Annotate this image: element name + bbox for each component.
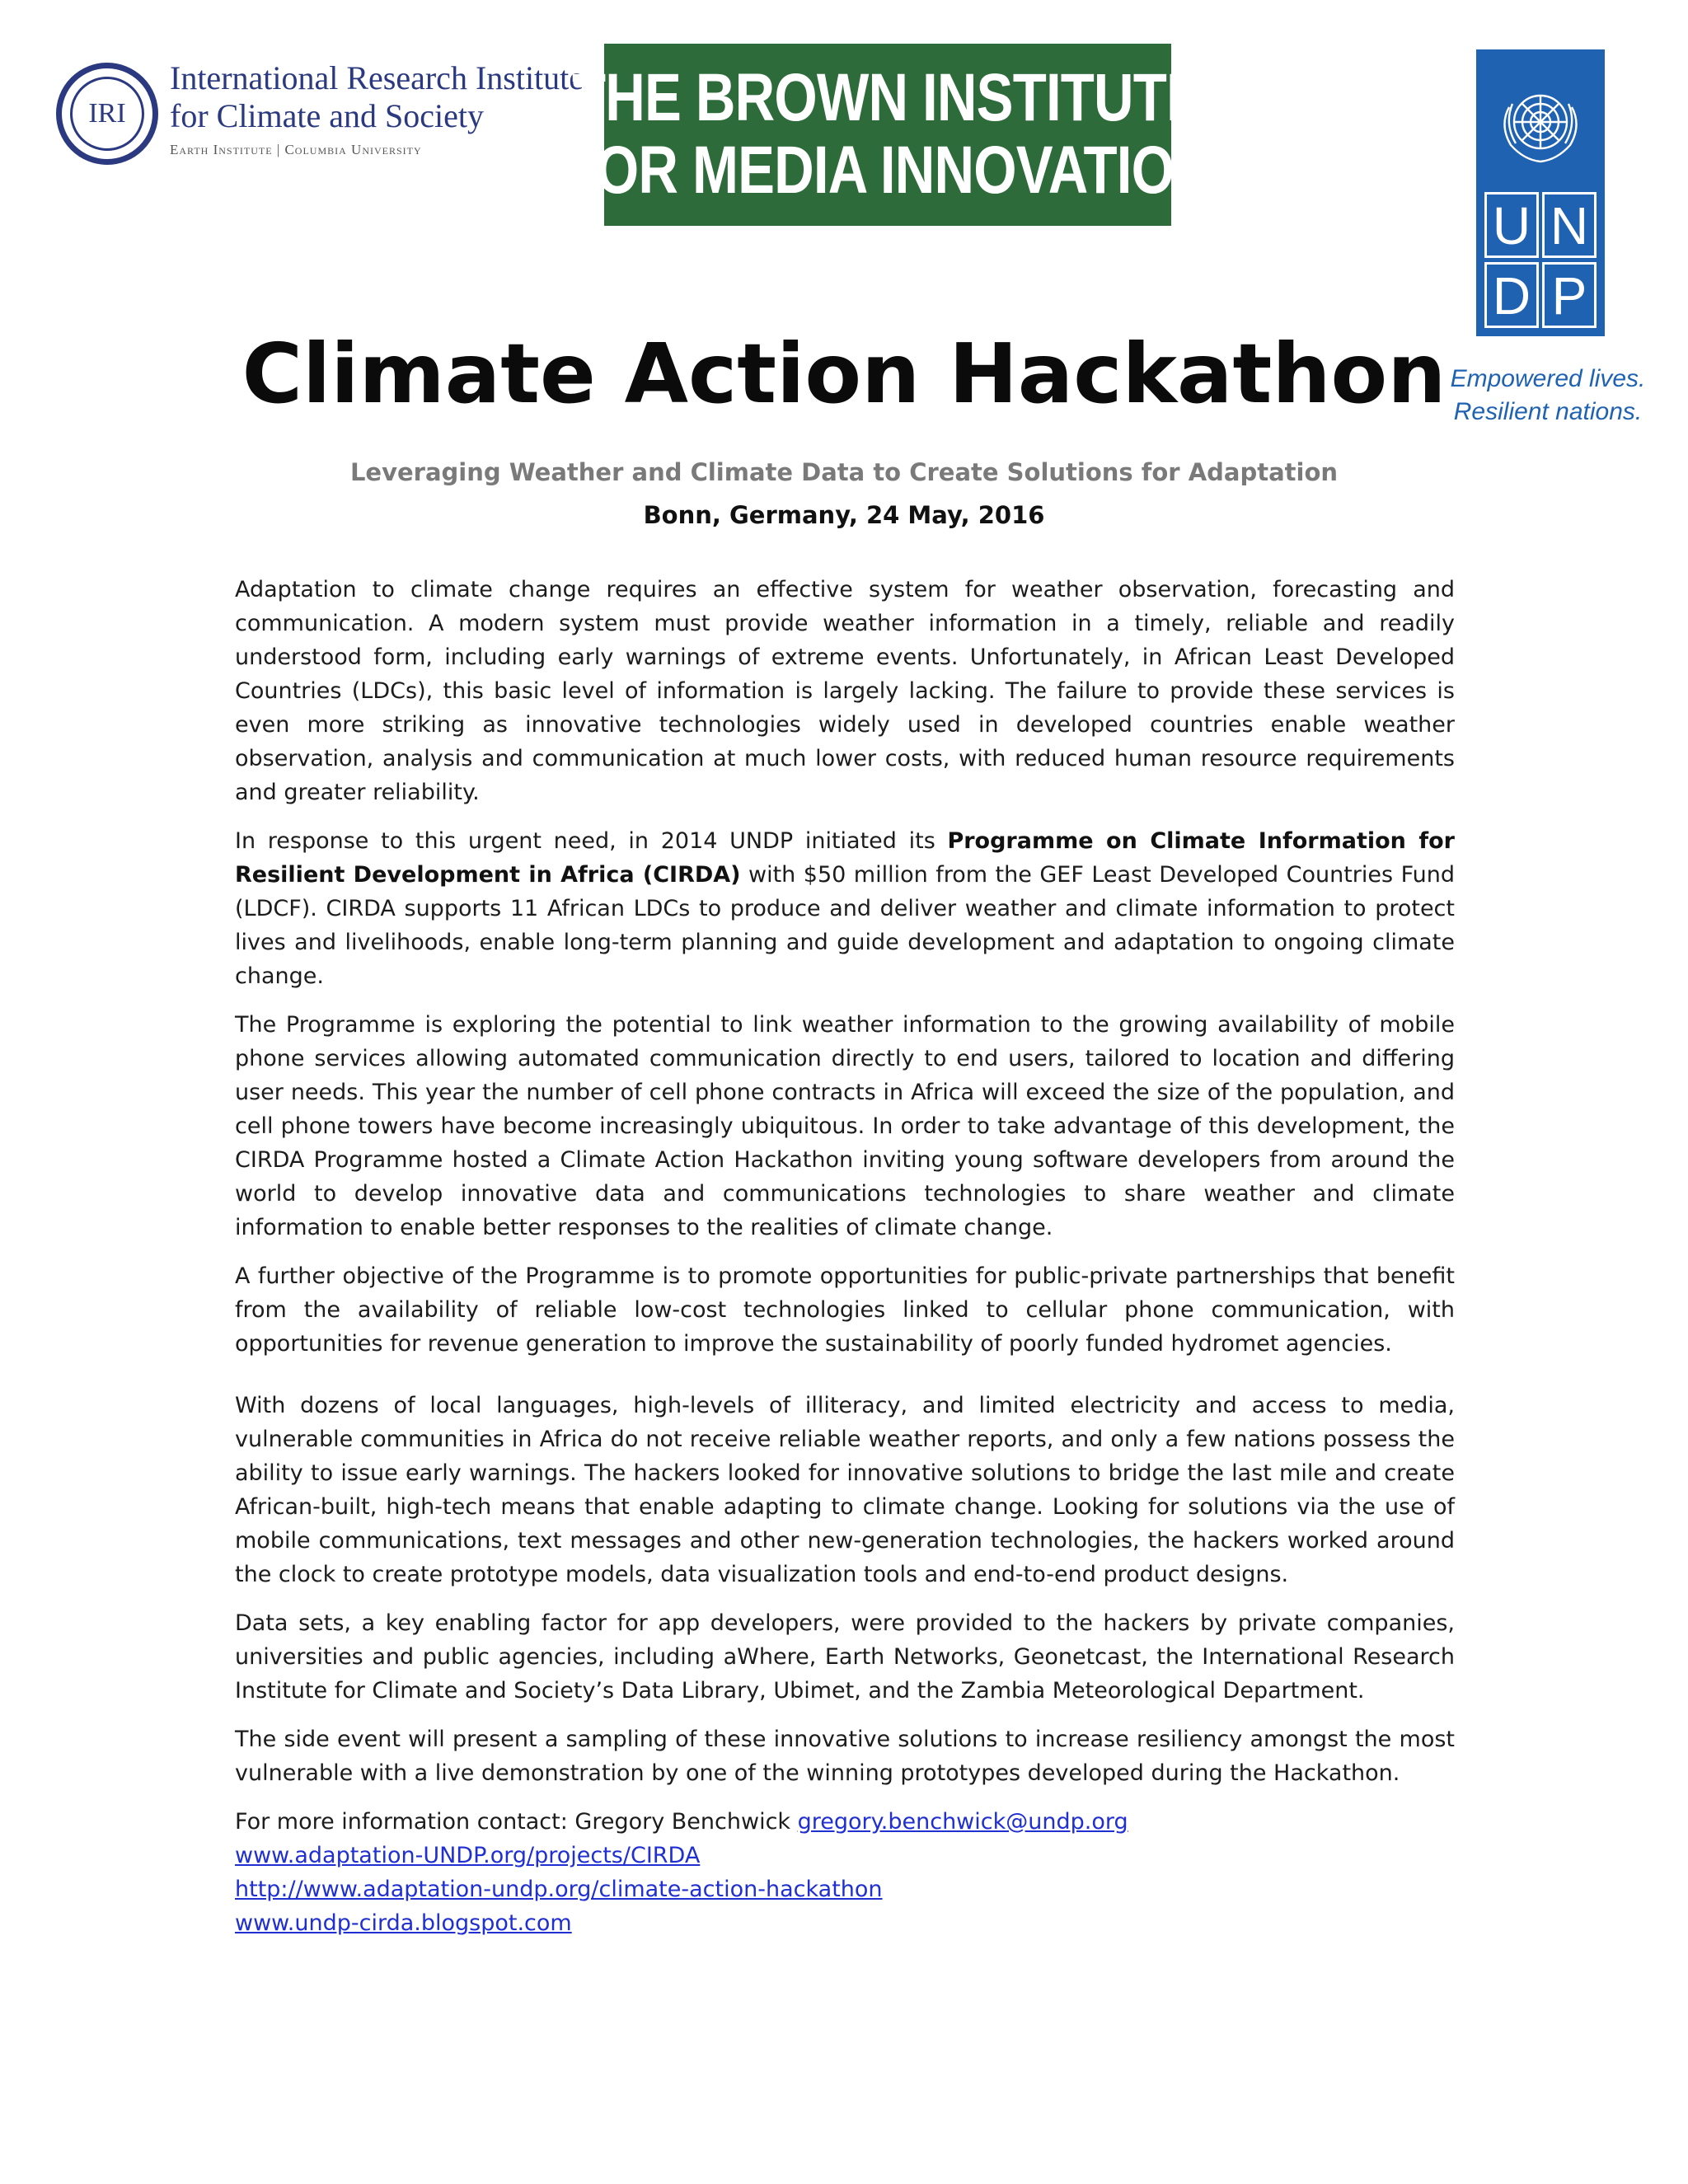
hackathon-page-link[interactable]: http://www.adaptation-undp.org/climate-action-hackathon <box>235 1877 883 1902</box>
paragraph-cirda-end: with $50 million from the GEF Least Developed Countries Fund (LDCF). CIRDA supports 11 African LDCs to produce and deliver weather and climate information to protect lives and livelihoods, enable long-term planning and guide development and adaptation to ongoing climate change. <box>235 862 1455 989</box>
programme-name: Programme on Climate Information for Resilient Development in Africa (CIRDA) <box>235 828 1455 888</box>
brown-institute-logo <box>562 44 1213 226</box>
paragraph-intro: Adaptation to climate change requires an effective system for weather observation, forecasting and communication. A modern system must provide weather information in a timely, reliable and readily understood form, including early warnings of extreme events. Unfortunately, in African Least Developed Countries (LDCs), this basic level of information is largely lacking. The failure to provide these services is even more striking as innovative technologies widely used in developed countries enable weather observation, analysis and communication at much lower costs, with reduced human resource requirements and greater reliability. <box>235 577 1455 805</box>
contact-label: For more information contact: Gregory Benchwick <box>235 1809 798 1835</box>
contact-block <box>235 1805 1455 1940</box>
page-title: Climate Action Hackathon <box>241 326 1447 422</box>
undp-tagline-line1: Empowered lives. <box>1450 365 1646 392</box>
paragraph-datasets: Data sets, a key enabling factor for app developers, were provided to the hackers by private companies, universities and public agencies, including aWhere, Earth Networks, Geonetcast, the International Research Institute for Climate and Society’s Data Library, Ubimet, and the Zambia Meteorological Department. <box>235 1610 1455 1704</box>
event-dateline: Bonn, Germany, 24 May, 2016 <box>643 501 1045 529</box>
iri-mark: IRI <box>70 77 144 151</box>
paragraph-side-event: The side event will present a sampling of these innovative solutions to increase resiliency amongst the most vulnerable with a live demonstration by one of the winning prototypes developed during the Hackathon. <box>235 1727 1455 1786</box>
contact-line <box>235 1805 1455 1839</box>
undp-letter-d: D <box>1484 262 1539 328</box>
paragraph-communities: With dozens of local languages, high-levels of illiteracy, and limited electricity and access to media, vulnerable communities in Africa do not receive reliable weather reports, and only a few nations possess the ability to issue early warnings. The hackers looked for innovative solutions to bridge the last mile and create African-built, high-tech means that enable adapting to climate change. Looking for solutions via the use of mobile communications, text messages and other new-generation technologies, the hackers worked around the clock to create prototype models, data visualization tools and end-to-end product designs. <box>235 1393 1455 1587</box>
cirda-blog-link[interactable]: www.undp-cirda.blogspot.com <box>235 1910 572 1936</box>
document-body <box>235 573 1455 1940</box>
paragraph-partnerships: A further objective of the Programme is to promote opportunities for public-private partnerships that benefit from the availability of reliable low-cost technologies linked to cellular phone communication, with opportunities for revenue generation to improve the sustainability of poorly funded hydromet agencies. <box>235 1263 1455 1357</box>
undp-logo <box>1476 49 1605 336</box>
contact-email-link[interactable]: gregory.benchwick@undp.org <box>797 1809 1128 1835</box>
paragraph-mobile: The Programme is exploring the potential to link weather information to the growing availability of mobile phone services allowing automated communication directly to end users, tailored to location and differing user needs. This year the number of cell phone contracts in Africa will exceed the size of the population, and cell phone towers have become increasingly ubiquitous. In order to take advantage of this development, the CIRDA Programme hosted a Climate Action Hackathon inviting young software developers from around the world to develop innovative data and communications technologies to share weather and climate information to enable better responses to the realities of climate change. <box>235 1012 1455 1240</box>
page-subtitle: Leveraging Weather and Climate Data to Create Solutions for Adaptation <box>349 458 1339 486</box>
undp-tagline-line2: Resilient nations. <box>1453 398 1643 425</box>
un-emblem-icon <box>1491 74 1590 173</box>
iri-logo <box>56 59 584 183</box>
iri-wordmark <box>170 59 584 158</box>
undp-letter-u: U <box>1484 192 1539 258</box>
iri-affiliation: Earth Institute | Columbia University <box>170 142 422 157</box>
undp-letter-n: N <box>1542 192 1597 258</box>
paragraph-cirda-start: In response to this urgent need, in 2014 UNDP initiated its <box>235 828 948 854</box>
iri-name-line1: International Research Institute <box>170 59 584 96</box>
iri-name-line2: for Climate and Society <box>170 97 485 134</box>
undp-letter-p: P <box>1542 262 1597 328</box>
paragraph-cirda <box>235 824 1455 993</box>
iri-emblem <box>56 63 158 165</box>
cirda-project-link[interactable]: www.adaptation-UNDP.org/projects/CIRDA <box>235 1843 701 1868</box>
brown-logo-line2: FOR MEDIA INNOVATION <box>562 133 1213 208</box>
brown-logo-line1: THE BROWN INSTITUTE <box>572 60 1203 135</box>
